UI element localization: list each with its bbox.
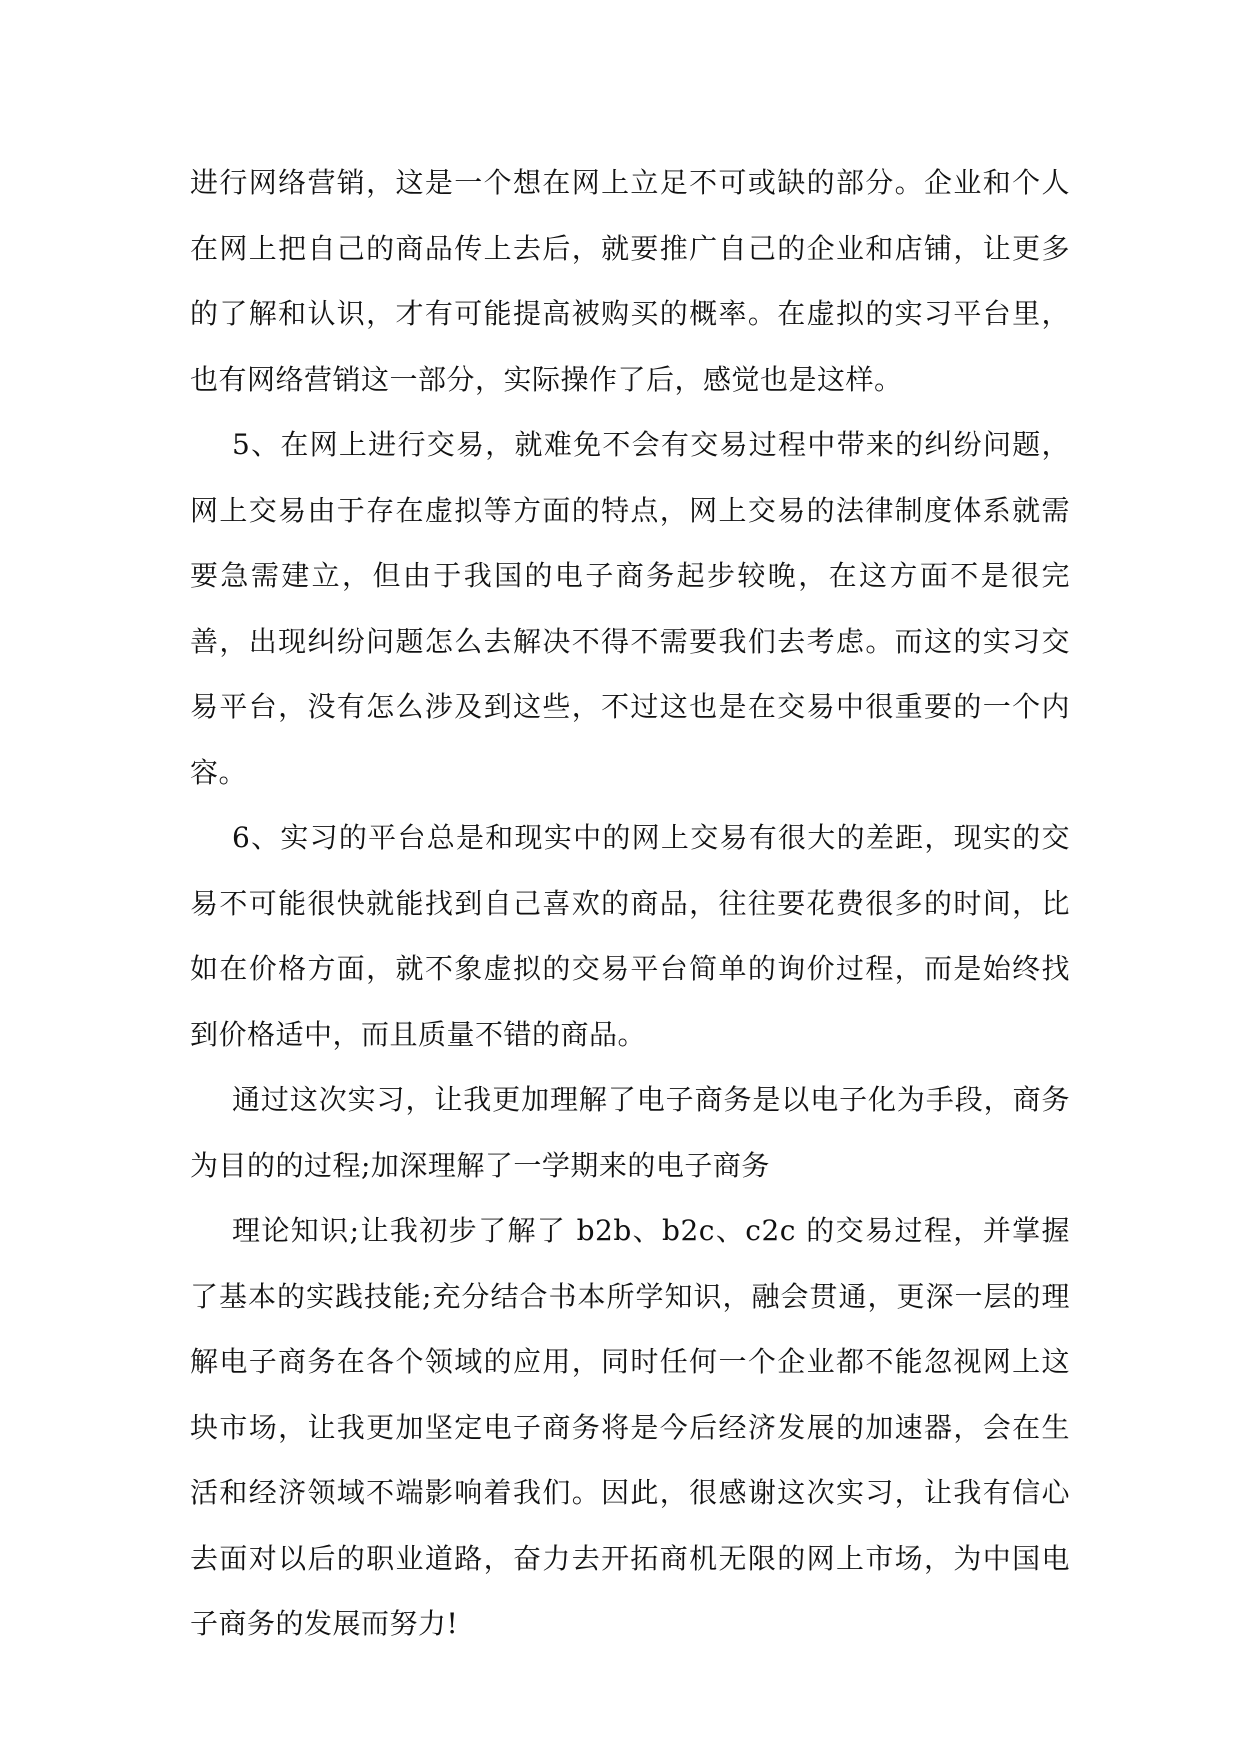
- paragraph-network-marketing: 进行网络营销，这是一个想在网上立足不可或缺的部分。企业和个人在网上把自己的商品传上去后，就要推广自己的企业和店铺，让更多的了解和认识，才有可能提高被购买的概率。在虚拟的实习平台里，也有网络营销这一部分，实际操作了后，感觉也是这样。: [190, 166, 1070, 396]
- paragraph-conclusion: 理论知识;让我初步了解了 b2b、b2c、c2c 的交易过程，并掌握了基本的实践技能;充分结合书本所学知识，融会贯通，更深一层的理解电子商务在各个领域的应用，同时任何一个企业都不能忽视网上这块市场，让我更加坚定电子商务将是今后经济发展的加速器，会在生活和经济领域不端影响着我们。因此，很感谢这次实习，让我有信心去面对以后的职业道路，奋力去开拓商机无限的网上市场，为中国电子商务的发展而努力!: [190, 1214, 1070, 1640]
- paragraph-point-5: 5、在网上进行交易，就难免不会有交易过程中带来的纠纷问题，网上交易由于存在虚拟等方面的特点，网上交易的法律制度体系就需要急需建立，但由于我国的电子商务起步较晚，在这方面不是很完善，出现纠纷问题怎么去解决不得不需要我们去考虑。而这的实习交易平台，没有怎么涉及到这些，不过这也是在交易中很重要的一个内容。: [190, 428, 1070, 789]
- paragraph-point-6: 6、实习的平台总是和现实中的网上交易有很大的差距，现实的交易不可能很快就能找到自己喜欢的商品，往往要花费很多的时间，比如在价格方面，就不象虚拟的交易平台简单的询价过程，而是始终找到价格适中，而且质量不错的商品。: [190, 821, 1070, 1051]
- document-body: [190, 150, 1070, 1657]
- paragraph-summary: 通过这次实习，让我更加理解了电子商务是以电子化为手段，商务为目的的过程;加深理解了一学期来的电子商务: [190, 1083, 1070, 1182]
